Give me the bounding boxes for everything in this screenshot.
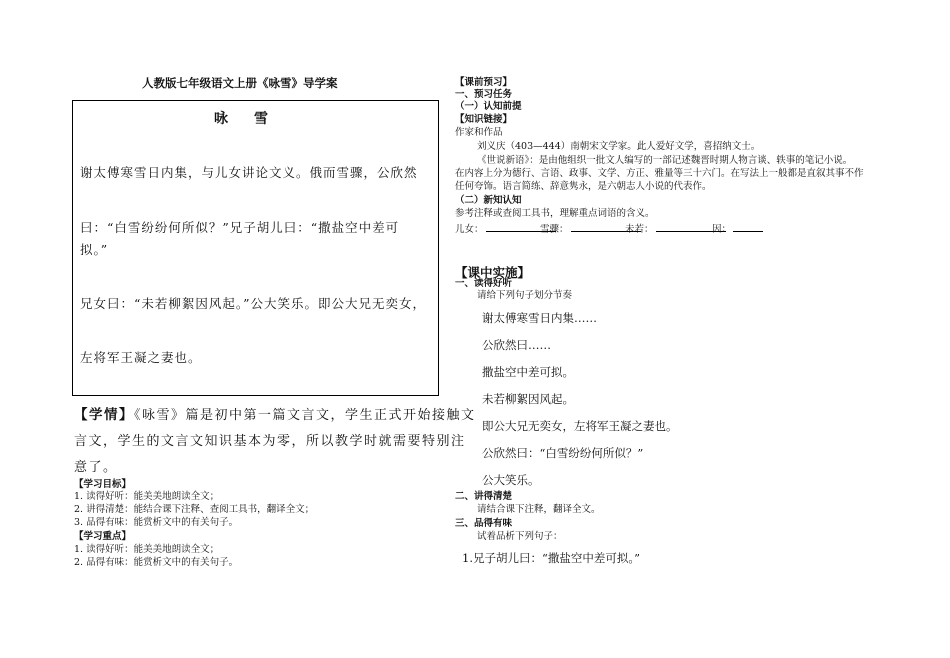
- poem-line: 兄女曰：“未若柳絮因风起。”公大笑乐。即公大兄无奕女，: [80, 296, 427, 311]
- preview-sub1: （一）认知前提: [455, 101, 522, 112]
- section-3-heading: 三、品得有味: [455, 518, 513, 529]
- section-2-instruction: 请结合课下注释，翻译全文。: [477, 504, 601, 515]
- preview-heading: 【课前预习】: [455, 77, 513, 88]
- knowledge-link-heading: 【知识链接】: [455, 114, 513, 125]
- section-3-instruction: 试着品析下列句子：: [477, 531, 563, 542]
- xueqing-text: 《咏雪》篇是初中第一篇文言文，学生正式开始接触文: [134, 408, 476, 423]
- rhythm-sentence: 公欣然曰……: [482, 338, 551, 352]
- rhythm-sentence: 撒盐空中差可拟。: [482, 365, 574, 379]
- vocab-item: 雪骤：: [540, 221, 641, 236]
- goal-item: 2. 讲得清楚：能结合课下注释、查阅工具书，翻译全文；: [74, 504, 315, 515]
- book-line: 在内容上分为德行、言语、政事、文学、方正、雅量等三十六门。在写法上一般都是直叙其事不作: [455, 168, 864, 179]
- goal-item: 1. 读得好听：能美美地朗读全文；: [74, 491, 220, 502]
- analysis-question: 1.兄子胡儿曰：“撒盐空中差可拟。”: [462, 551, 640, 565]
- xueqing-label: 【学情】: [74, 407, 134, 423]
- goals-heading: 【学习目标】: [74, 479, 132, 490]
- xueqing-line: 意了。: [74, 460, 118, 475]
- section-1-instruction: 请给下列句子划分节奏: [477, 290, 573, 301]
- poem-line: 曰：“白雪纷纷何所似？”兄子胡儿曰：“撒盐空中差可: [80, 220, 400, 235]
- xueqing-line: 言文，学生的文言文知识基本为零，所以教学时就需要特别注: [74, 434, 466, 449]
- vocab-instruction: 参考注释或查阅工具书，理解重点词语的含义。: [455, 208, 655, 219]
- focus-heading: 【学习重点】: [74, 531, 132, 542]
- rhythm-sentence: 即公大兄无奕女，左将军王凝之妻也。: [482, 419, 678, 433]
- goal-item: 3. 品得有味：能赏析文中的有关句子。: [74, 517, 239, 528]
- poem-line: 谢太傅寒雪日内集，与儿女讲论文义。俄而雪骤，公欣然: [80, 165, 418, 180]
- rhythm-sentence: 谢太傅寒雪日内集……: [482, 311, 597, 325]
- vocab-item: 因：: [712, 221, 763, 236]
- poem-line: 左将军王凝之妻也。: [80, 350, 202, 365]
- book-line: 任何夸饰。语言简练、辞意隽永，是六朝志人小说的代表作。: [455, 181, 712, 192]
- book-line: 《世说新语》：是由他组织一批文人编写的一部记述魏晋时期人物言谈、轶事的笔记小说。: [477, 155, 853, 166]
- author-text: 刘义庆（403—444）南朝宋文学家。此人爱好文学，喜招纳文士。: [477, 141, 761, 152]
- author-label: 作家和作品: [455, 127, 503, 138]
- poem-title: 咏雪: [214, 111, 294, 127]
- focus-item: 1. 读得好听：能美美地朗读全文；: [74, 544, 220, 555]
- rhythm-sentence: 未若柳絮因风起。: [482, 392, 574, 406]
- section-1-heading: 一、读得好听: [455, 278, 513, 289]
- xueqing-line: [74, 403, 476, 423]
- vocab-item: 未若：: [625, 221, 726, 236]
- document-title: 人教版七年级语文上册《咏雪》导学案: [142, 76, 338, 90]
- preview-task: 一、预习任务: [455, 89, 513, 100]
- inclass-heading: 【课中实施】: [455, 265, 531, 280]
- rhythm-sentence: 公欣然曰：“白雪纷纷何所似？”: [482, 446, 644, 460]
- rhythm-sentence: 公大笑乐。: [482, 473, 540, 487]
- focus-item: 2. 品得有味：能赏析文中的有关句子。: [74, 557, 239, 568]
- poem-line: 拟。”: [80, 242, 109, 257]
- vocab-item: 儿女：: [455, 221, 556, 236]
- preview-sub2: （二）新知认知: [455, 195, 522, 206]
- section-2-heading: 二、讲得清楚: [455, 491, 513, 502]
